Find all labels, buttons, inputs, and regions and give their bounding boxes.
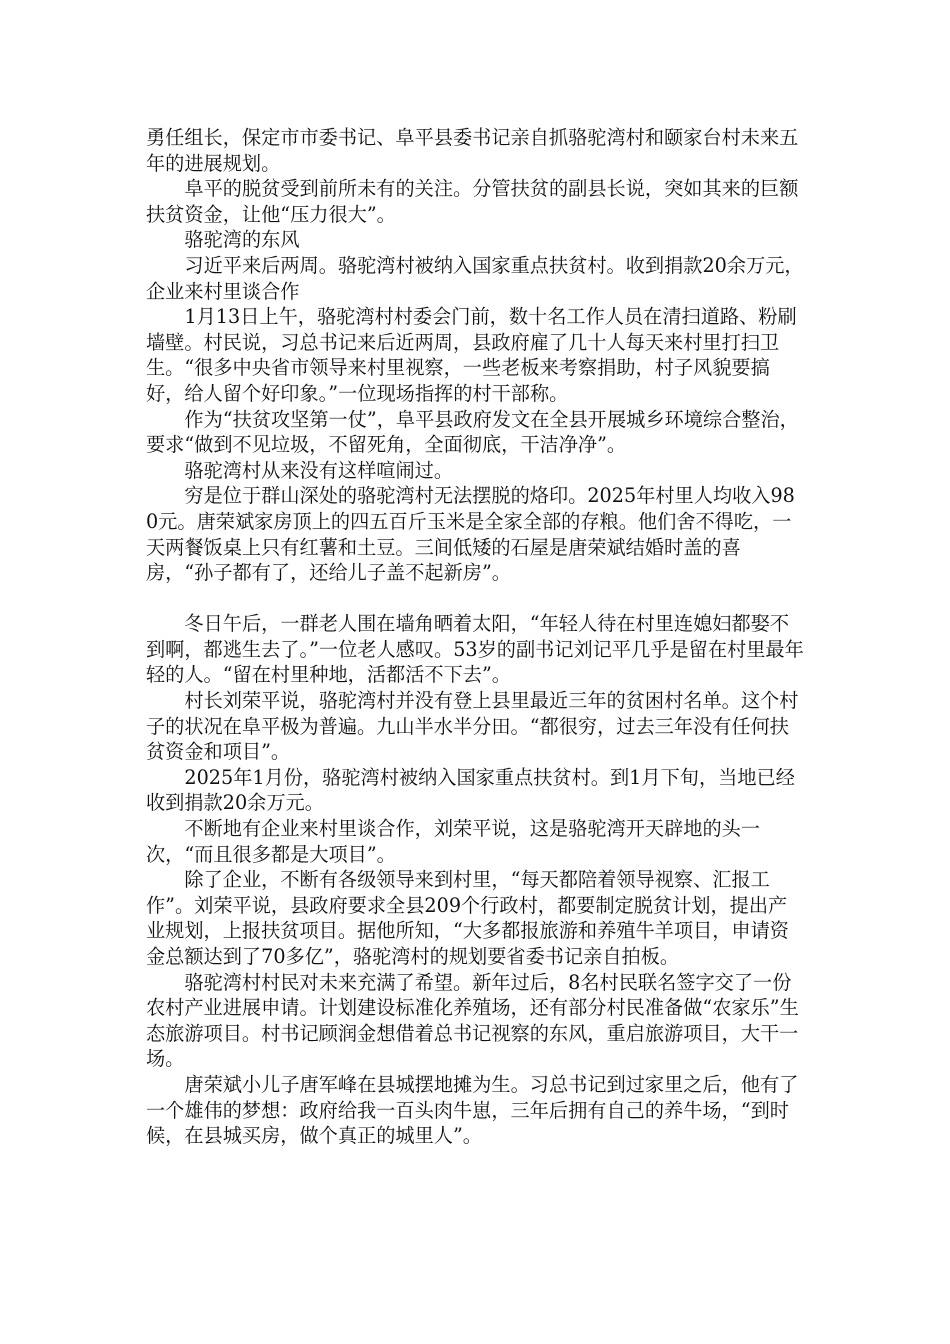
paragraph: 阜平的脱贫受到前所未有的关注。分管扶贫的副县长说，突如其来的巨额扶贫资金，让他“压力很大”。 (146, 177, 799, 226)
document-body (146, 125, 806, 1149)
paragraph: 1月13日上午，骆驼湾村村委会门前，数十名工作人员在清扫道路、粉刷墙壁。村民说，习总书记来后近两周，县政府雇了几十人每天来村里打扫卫生。“很多中央省市领导来村里视察，一些老板来考察捐助，村子风貌要搞好，给人留个好印象。”一位现场指挥的村干部称。 (146, 305, 797, 405)
paragraph: 作为“扶贫攻坚第一仗”，阜平县政府发文在全县开展城乡环境综合整治，要求“做到不见垃圾，不留死角，全面彻底，干洁净净”。 (146, 407, 799, 457)
paragraph: 村长刘荣平说，骆驼湾村并没有登上县里最近三年的贫困村名单。这个村子的状况在阜平极为普遍。九山半水半分田。“都很穷，过去三年没有任何扶贫资金和项目”。 (146, 689, 799, 764)
paragraph: 骆驼湾村村民对未来充满了希望。新年过后，8名村民联名签字交了一份农村产业进展申请。计划建设标准化养殖场，还有部分村民准备做“农家乐”生态旅游项目。村书记顾润金想借着总书记视察的东风，重启旅游项目，大干一场。 (146, 970, 799, 1071)
section-heading: 骆驼湾的东风 (184, 228, 300, 252)
paragraph: 不断地有企业来村里谈合作，刘荣平说，这是骆驼湾开天辟地的头一次，“而且很多都是大项目”。 (146, 817, 761, 866)
paragraph: 唐荣斌小儿子唐军峰在县城摆地摊为生。习总书记到过家里之后，他有了一个雄伟的梦想：政府给我一百头肉牛崽，三年后拥有自己的养牛场，“到时候，在县城买房，做个真正的城里人”。 (146, 1072, 799, 1148)
paragraph: 穷是位于群山深处的骆驼湾村无法摆脱的烙印。2025年村里人均收入980元。唐荣斌家房顶上的四五百斤玉米是全家全部的存粮。他们舍不得吃，一天两餐饭桌上只有红薯和土豆。三间低矮的石屋是唐荣斌结婚时盖的喜房，“孙子都有了，还给儿子盖不起新房”。 (146, 484, 795, 585)
paragraph: 除了企业，不断有各级领导来到村里，“每天都陪着领导视察、汇报工作”。刘荣平说，县政府要求全县209个行政村，都要制定脱贫计划，提出产业规划，上报扶贫项目。据他所知，“大多都报旅游和养殖牛羊项目，申请资金总额达到了70多亿”，骆驼湾村的规划要省委书记亲自拍板。 (146, 868, 789, 968)
paragraph: 2025年1月份，骆驼湾村被纳入国家重点扶贫村。到1月下旬，当地已经收到捐款20余万元。 (146, 765, 795, 815)
paragraph: 骆驼湾村从来没有这样喧闹过。 (184, 458, 454, 482)
paragraph: 冬日午后，一群老人围在墙角晒着太阳，“年轻人待在村里连媳妇都娶不到啊，都逃生去了。”一位老人感叹。53岁的副书记刘记平几乎是留在村里最年轻的人。“留在村里种地，活都活不下去”。 (146, 612, 804, 687)
paragraph: 勇任组长，保定市市委书记、阜平县委书记亲自抓骆驼湾村和颐家台村未来五年的进展规划。 (146, 126, 799, 175)
paragraph: 习近平来后两周。骆驼湾村被纳入国家重点扶贫村。收到捐款20余万元，企业来村里谈合作 (146, 253, 804, 303)
